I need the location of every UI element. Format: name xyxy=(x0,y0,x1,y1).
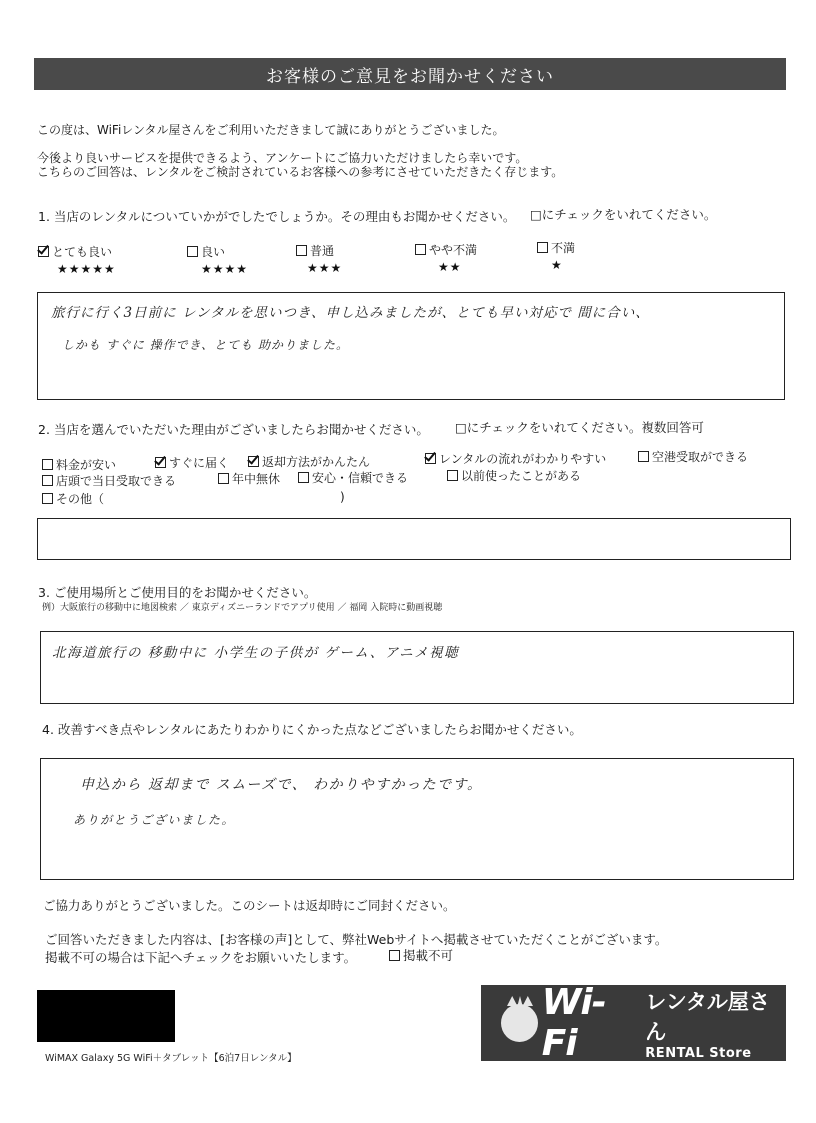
q1-instruction: □にチェックをいれてください。 xyxy=(530,207,717,222)
checkbox[interactable] xyxy=(537,242,548,253)
publish-note-line-1: ご回答いただきました内容は、[お客様の声]として、弊社Webサイトへ掲載させていただくことがございます。 xyxy=(45,932,668,947)
option-label: 以前使ったことがある xyxy=(461,469,582,483)
no-publish-option[interactable] xyxy=(389,948,453,963)
checkbox-checked[interactable] xyxy=(425,453,436,464)
q4-answer-line-2: ありがとうございました。 xyxy=(73,813,236,827)
checkbox[interactable] xyxy=(42,493,53,504)
crown-mascot-icon xyxy=(501,1004,538,1042)
option-label: 良い xyxy=(201,245,226,259)
option-label: 年中無休 xyxy=(232,472,281,486)
intro-line-1: この度は、WiFiレンタル屋さんをご利用いただきまして誠にありがとうございました。 xyxy=(37,123,505,137)
logo-jp-text: レンタル屋さん xyxy=(645,989,770,1044)
q1-question: 1. 当店のレンタルについていかがでしたでしょうか。その理由もお聞かせください。 xyxy=(38,209,516,224)
option-label: 返却方法がかんたん xyxy=(262,455,371,469)
q2-option-used-before[interactable] xyxy=(447,469,581,483)
redacted-block xyxy=(37,990,175,1042)
publish-note-line-2: 掲載不可の場合は下記へチェックをお願いいたします。 xyxy=(45,950,357,965)
q1-answer-line-1: 旅行に行く3日前に レンタルを思いつき、申し込みましたが、とても早い対応で 間に合い、 xyxy=(51,305,650,321)
q1-answer-line-2: しかも すぐに 操作でき、とても 助かりました。 xyxy=(62,338,349,352)
q2-option-easy-return[interactable] xyxy=(248,455,370,469)
stars-two: ★★ xyxy=(438,260,462,274)
intro-line-2: 今後より良いサービスを提供できるよう、アンケートにご協力いただけましたら幸いです。 xyxy=(37,151,528,165)
q2-option-fast-delivery[interactable] xyxy=(155,456,229,470)
stars-three: ★★★ xyxy=(307,261,343,275)
option-label: 店頭で当日受取できる xyxy=(56,474,177,488)
checkbox-checked[interactable] xyxy=(248,456,259,467)
q2-question: 2. 当店を選んでいただいた理由がございましたらお聞かせください。 xyxy=(38,422,429,437)
q2-option-airport-pickup[interactable] xyxy=(638,450,748,464)
q1-option-somewhat-dissatisfied[interactable] xyxy=(415,243,477,257)
checkbox[interactable] xyxy=(42,459,53,470)
option-label: やや不満 xyxy=(429,243,478,257)
stars-five: ★★★★★ xyxy=(57,262,116,276)
q2-option-trustworthy[interactable] xyxy=(298,471,408,485)
option-label: 料金が安い xyxy=(56,458,117,472)
q2-option-cheap[interactable] xyxy=(42,458,116,472)
q2-other-input[interactable] xyxy=(37,518,791,560)
option-label: 掲載不可 xyxy=(403,948,454,963)
option-label: 安心・信頼できる xyxy=(312,471,409,485)
checkbox-checked[interactable] xyxy=(155,457,166,468)
option-label: とても良い xyxy=(52,245,113,259)
checkbox[interactable] xyxy=(42,475,53,486)
checkbox[interactable] xyxy=(187,246,198,257)
brand-logo xyxy=(481,982,786,1064)
option-label: すぐに届く xyxy=(169,456,230,470)
logo-en-text: RENTAL Store xyxy=(645,1045,752,1061)
checkbox[interactable] xyxy=(298,472,309,483)
intro-line-3: こちらのご回答は、レンタルをご検討されているお客様への参考にさせていただきたく存じます。 xyxy=(37,165,564,179)
q3-question: 3. ご使用場所とご使用目的をお聞かせください。 xyxy=(38,585,317,600)
option-label: レンタルの流れがわかりやすい xyxy=(439,452,607,466)
product-note: WiMAX Galaxy 5G WiFi＋タブレット【6泊7日レンタル】 xyxy=(45,1053,297,1064)
q2-option-easy-flow[interactable] xyxy=(425,452,606,466)
q4-question: 4. 改善すべき点やレンタルにあたりわかりにくかった点などございましたらお聞かせください。 xyxy=(42,722,582,737)
option-label: 普通 xyxy=(310,244,335,258)
checkbox[interactable] xyxy=(218,473,229,484)
q3-answer: 北海道旅行の 移動中に 小学生の子供が ゲーム、アニメ視聴 xyxy=(52,645,460,661)
q2-instruction: □にチェックをいれてください。複数回答可 xyxy=(455,420,704,435)
option-label: その他（ xyxy=(56,492,105,506)
q2-other-close-paren: ) xyxy=(340,490,345,504)
checkbox[interactable] xyxy=(296,245,307,256)
stars-one: ★ xyxy=(551,258,563,272)
checkbox[interactable] xyxy=(415,244,426,255)
page-title: お客様のご意見をお聞かせください xyxy=(34,58,786,90)
q1-option-very-good[interactable] xyxy=(38,245,112,259)
option-label: 空港受取ができる xyxy=(652,450,749,464)
checkbox-checked[interactable] xyxy=(38,246,49,257)
q2-option-open-all-year[interactable] xyxy=(218,472,280,486)
q3-example: 例）大阪旅行の移動中に地図検索 ／ 東京ディズニーランドでアプリ使用 ／ 福岡 入院時に動画視聴 xyxy=(42,603,443,613)
q1-option-good[interactable] xyxy=(187,245,225,259)
q1-option-average[interactable] xyxy=(296,244,334,258)
logo-wifi-text: Wi-Fi xyxy=(541,982,606,1064)
option-label: 不満 xyxy=(551,241,576,255)
closing-thanks: ご協力ありがとうございました。このシートは返却時にご同封ください。 xyxy=(43,898,456,913)
q4-answer-line-1: 申込から 返却まで スムーズで、 わかりやすかったです。 xyxy=(80,777,483,793)
checkbox[interactable] xyxy=(447,470,458,481)
q1-option-dissatisfied[interactable] xyxy=(537,241,575,255)
checkbox[interactable] xyxy=(638,451,649,462)
stars-four: ★★★★ xyxy=(201,262,249,276)
q2-option-other[interactable] xyxy=(42,492,104,506)
q2-option-store-pickup[interactable] xyxy=(42,474,176,488)
checkbox[interactable] xyxy=(389,950,400,961)
